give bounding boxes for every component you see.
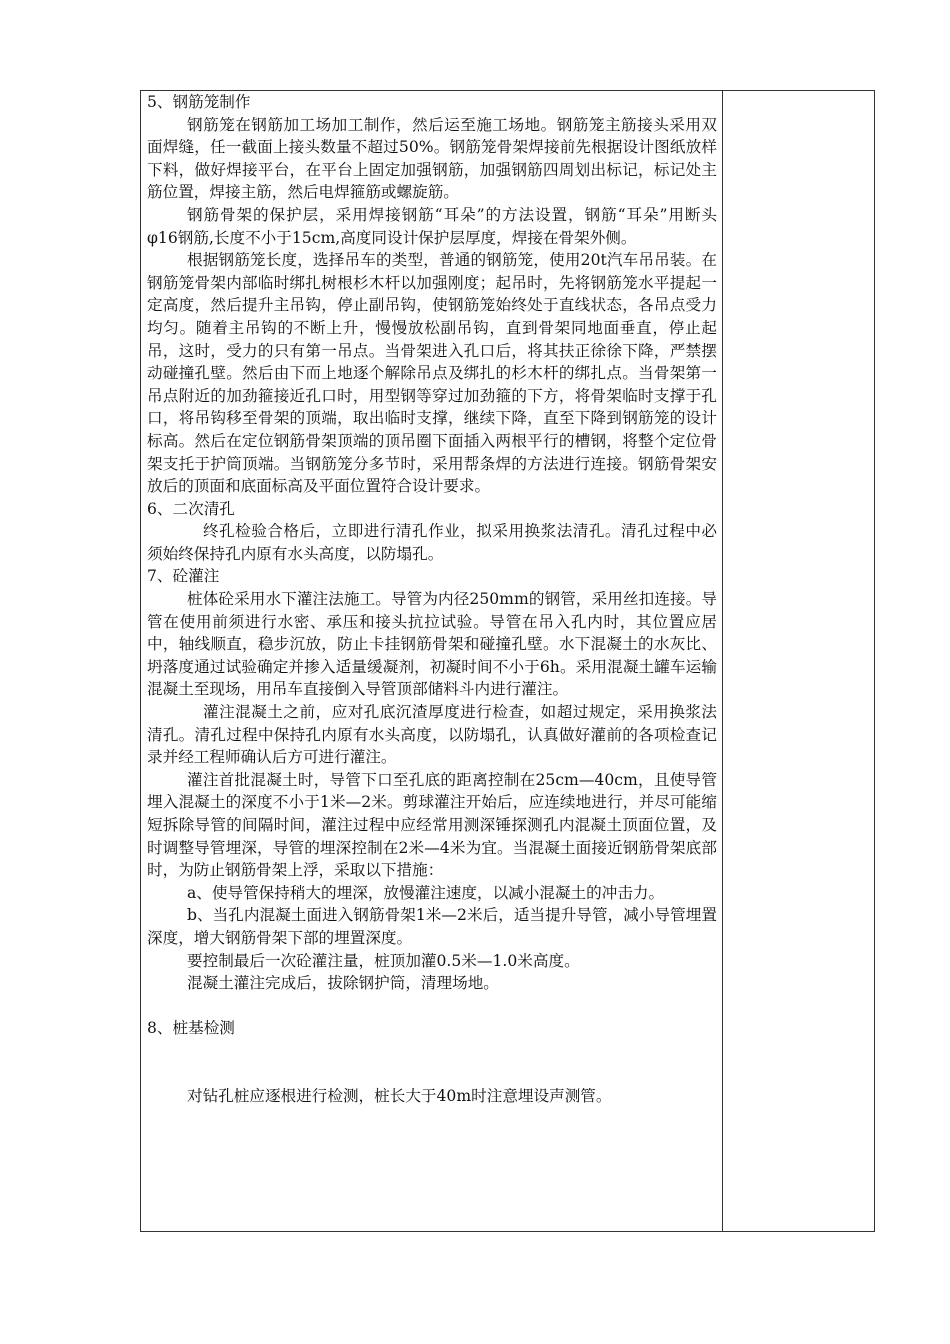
section-8-heading: 8、桩基检测 xyxy=(147,1018,235,1037)
section-8-paragraph-1: 对钻孔桩应逐根进行检测，桩长大于40m时注意埋设声测管。 xyxy=(187,1087,612,1106)
section-7-paragraph-2: 灌注混凝土之前，应对孔底沉渣厚度进行检查，如超过规定，采用换浆法清孔。清孔过程中保持孔内原有水头高度，以防塌孔，认真做好灌前的各项检查记录并经工程师确认后方可进行灌注。 xyxy=(147,703,717,767)
column-divider xyxy=(722,90,723,1232)
section-7-paragraph-3: 灌注首批混凝土时，导管下口至孔底的距离控制在25cm—40cm，且使导管埋入混凝土的深度不小于1米—2米。剪球灌注开始后，应连续地进行，并尽可能缩短拆除导管的间隔时间，灌注过程中应经常用测深锤探测孔内混凝土顶面位置，及时调整导管埋深，导管的埋深控制在2米—4米为宜。当混凝土面接近钢筋骨架底部时，为防止钢筋骨架上浮，采取以下措施： xyxy=(147,770,717,880)
main-content-cell xyxy=(147,91,717,1108)
section-5-heading: 5、钢筋笼制作 xyxy=(147,93,251,111)
section-7-paragraph-1: 桩体砼采用水下灌注法施工。导管为内径250mm的钢管，采用丝扣连接。导管在使用前须进行水密、承压和接头抗拉试验。导管在吊入孔内时，其位置应居中，轴线顺直，稳步沉放，防止卡挂钢筋骨架和碰撞孔壁。水下混凝土的水灰比、坍落度通过试验确定并掺入适量缓凝剂，初凝时间不小于6h。采用混凝土罐车运输混凝土至现场，用吊车直接倒入导管顶部储料斗内进行灌注。 xyxy=(147,590,717,699)
section-5-paragraph-3: 根据钢筋笼长度，选择吊车的类型，普通的钢筋笼，使用20t汽车吊吊装。在钢筋笼骨架内部临时绑扎树根杉木杆以加强刚度；起吊时，先将钢筋笼水平提起一定高度，然后提升主吊钩，停止副吊钩，使钢筋笼始终处于直线状态，各吊点受力均匀。随着主吊钩的不断上升，慢慢放松副吊钩，直到骨架同地面垂直，停止起吊，这时，受力的只有第一吊点。当骨架进入孔口后，将其扶正徐徐下降，严禁摆动碰撞孔壁。然后由下而上地逐个解除吊点及绑扎的杉木杆的绑扎点。当骨架第一吊点附近的加劲箍接近孔口时，用型钢等穿过加劲箍的下方，将骨架临时支撑于孔口，将吊钩移至骨架的顶端，取出临时支撑，继续下降，直至下降到钢筋笼的设计标高。然后在定位钢筋骨架顶端的顶吊圈下面插入两根平行的槽钢，将整个定位骨架支托于护筒顶端。当钢筋笼分多节时，采用帮条焊的方法进行连接。钢筋骨架安放后的顶面和底面标高及平面位置符合设计要求。 xyxy=(147,251,717,496)
section-7-item-b: b、当孔内混凝土面进入钢筋骨架1米—2米后，适当提升导管，减小导管埋置深度，增大钢筋骨架下部的埋置深度。 xyxy=(147,906,717,947)
section-5-paragraph-2: 钢筋骨架的保护层，采用焊接钢筋“耳朵”的方法设置，钢筋“耳朵”用断头φ16钢筋,长度不小于15cm,高度同设计保护层厚度，焊接在骨架外侧。 xyxy=(147,205,717,247)
spacer xyxy=(147,995,717,1017)
section-6-heading: 6、二次清孔 xyxy=(147,499,235,518)
section-6-paragraph-1: 终孔检验合格后，立即进行清孔作业，拟采用换浆法清孔。清孔过程中必须始终保持孔内原有水头高度，以防塌孔。 xyxy=(147,522,717,563)
section-7-heading: 7、砼灌注 xyxy=(147,567,220,586)
section-5-paragraph-1: 钢筋笼在钢筋加工场加工制作，然后运至施工场地。钢筋笼主筋接头采用双面焊缝，任一截面上接头数量不超过50%。钢筋笼骨架焊接前先根据设计图纸放样下料，做好焊接平台，在平台上固定加强钢筋，加强钢筋四周划出标记，标记处主筋位置，焊接主筋，然后电焊箍筋或螺旋筋。 xyxy=(147,115,717,202)
section-7-paragraph-7: 混凝土灌注完成后，拔除钢护筒，清理场地。 xyxy=(187,974,499,993)
spacer xyxy=(147,1039,717,1085)
section-7-paragraph-6: 要控制最后一次砼灌注量，桩顶加灌0.5米—1.0米高度。 xyxy=(187,951,580,970)
section-7-item-a: a、使导管保持稍大的埋深，放慢灌注速度，以减小混凝土的冲击力。 xyxy=(187,883,665,902)
